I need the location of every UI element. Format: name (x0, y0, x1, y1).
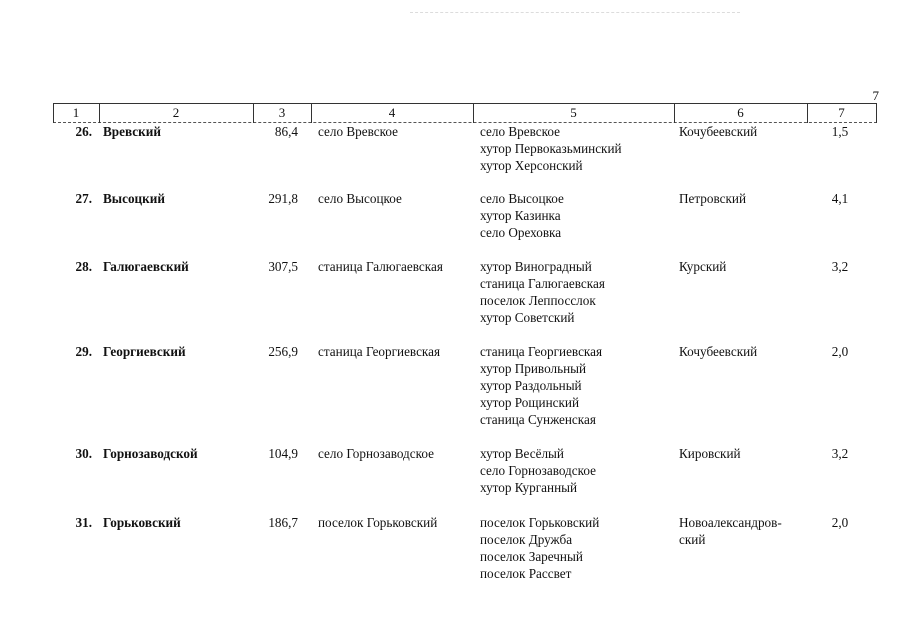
district-line: ский (679, 532, 706, 547)
place-item: хутор Привольный (480, 361, 587, 376)
place-item: поселок Рассвет (480, 566, 572, 581)
district-line: Кировский (679, 446, 741, 461)
scan-noise (410, 12, 740, 15)
area-value: 256,9 (268, 344, 298, 359)
place-item: село Вревское (480, 124, 560, 139)
place-item: хутор Виноградный (480, 259, 592, 274)
district-line: Петровский (679, 191, 747, 206)
column-number: 3 (278, 105, 286, 120)
place-item: село Ореховка (480, 225, 562, 240)
place-item: хутор Херсонский (480, 158, 583, 173)
included-places (480, 514, 670, 582)
administrative-center: село Вревское (318, 124, 398, 139)
row-index: 29. (75, 344, 92, 359)
column-number: 6 (737, 105, 744, 120)
district-name (679, 343, 819, 360)
header-divider (876, 103, 877, 123)
administrative-center: станица Галюгаевская (318, 259, 443, 274)
district-name (679, 190, 819, 207)
included-places (480, 123, 670, 174)
place-item: село Высоцкое (480, 191, 564, 206)
place-item: станица Георгиевская (480, 344, 603, 359)
district-line: Кочубеевский (679, 344, 758, 359)
area-value: 104,9 (268, 446, 298, 461)
place-item: хутор Первоказьминский (480, 141, 622, 156)
column-number-header (53, 103, 877, 123)
area-value: 291,8 (268, 191, 298, 206)
settlement-name: Георгиевский (103, 344, 186, 359)
place-item: хутор Казинка (480, 208, 561, 223)
column-number: 2 (172, 105, 180, 120)
place-item: село Горнозаводское (480, 463, 596, 478)
column-7-value: 1,5 (831, 124, 849, 139)
place-item: поселок Леппосслок (480, 293, 596, 308)
included-places (480, 258, 670, 326)
administrative-center: село Высоцкое (318, 191, 402, 206)
column-number: 5 (570, 105, 577, 120)
column-7-value: 3,2 (831, 259, 849, 274)
settlement-name: Горнозаводской (103, 446, 198, 461)
row-index: 26. (75, 124, 92, 139)
administrative-center: станица Георгиевская (318, 344, 441, 359)
page-number: 7 (872, 88, 879, 103)
district-name (679, 445, 819, 462)
column-number: 4 (388, 105, 396, 120)
district-line: Курский (679, 259, 727, 274)
place-item: хутор Советский (480, 310, 575, 325)
column-number: 1 (72, 105, 80, 120)
included-places (480, 445, 670, 496)
row-index: 31. (75, 515, 92, 530)
row-index: 27. (75, 191, 92, 206)
place-item: поселок Дружба (480, 532, 573, 547)
included-places (480, 190, 670, 241)
place-item: поселок Горьковский (480, 515, 600, 530)
settlement-name: Горьковский (103, 515, 181, 530)
column-7-value: 2,0 (831, 515, 849, 530)
row-index: 28. (75, 259, 92, 274)
column-7-value: 3,2 (831, 446, 849, 461)
administrative-center: село Горнозаводское (318, 446, 434, 461)
header-top-rule (53, 103, 877, 104)
district-line: Кочубеевский (679, 124, 758, 139)
area-value: 86,4 (274, 124, 298, 139)
district-name (679, 514, 819, 548)
settlement-name: Вревский (103, 124, 161, 139)
place-item: станица Сунженская (480, 412, 596, 427)
district-name (679, 123, 819, 140)
place-item: хутор Рощинский (480, 395, 580, 410)
column-7-value: 2,0 (831, 344, 849, 359)
administrative-center: поселок Горьковский (318, 515, 438, 530)
district-line: Новоалександров- (679, 515, 782, 530)
place-item: станица Галюгаевская (480, 276, 605, 291)
settlement-name: Галюгаевский (103, 259, 189, 274)
place-item: хутор Курганный (480, 480, 578, 495)
column-number: 7 (838, 105, 845, 120)
area-value: 186,7 (268, 515, 298, 530)
place-item: поселок Заречный (480, 549, 583, 564)
area-value: 307,5 (268, 259, 298, 274)
included-places (480, 343, 670, 428)
place-item: хутор Раздольный (480, 378, 582, 393)
district-name (679, 258, 819, 275)
place-item: хутор Весёлый (480, 446, 564, 461)
column-7-value: 4,1 (831, 191, 849, 206)
row-index: 30. (75, 446, 92, 461)
settlement-name: Высоцкий (103, 191, 165, 206)
